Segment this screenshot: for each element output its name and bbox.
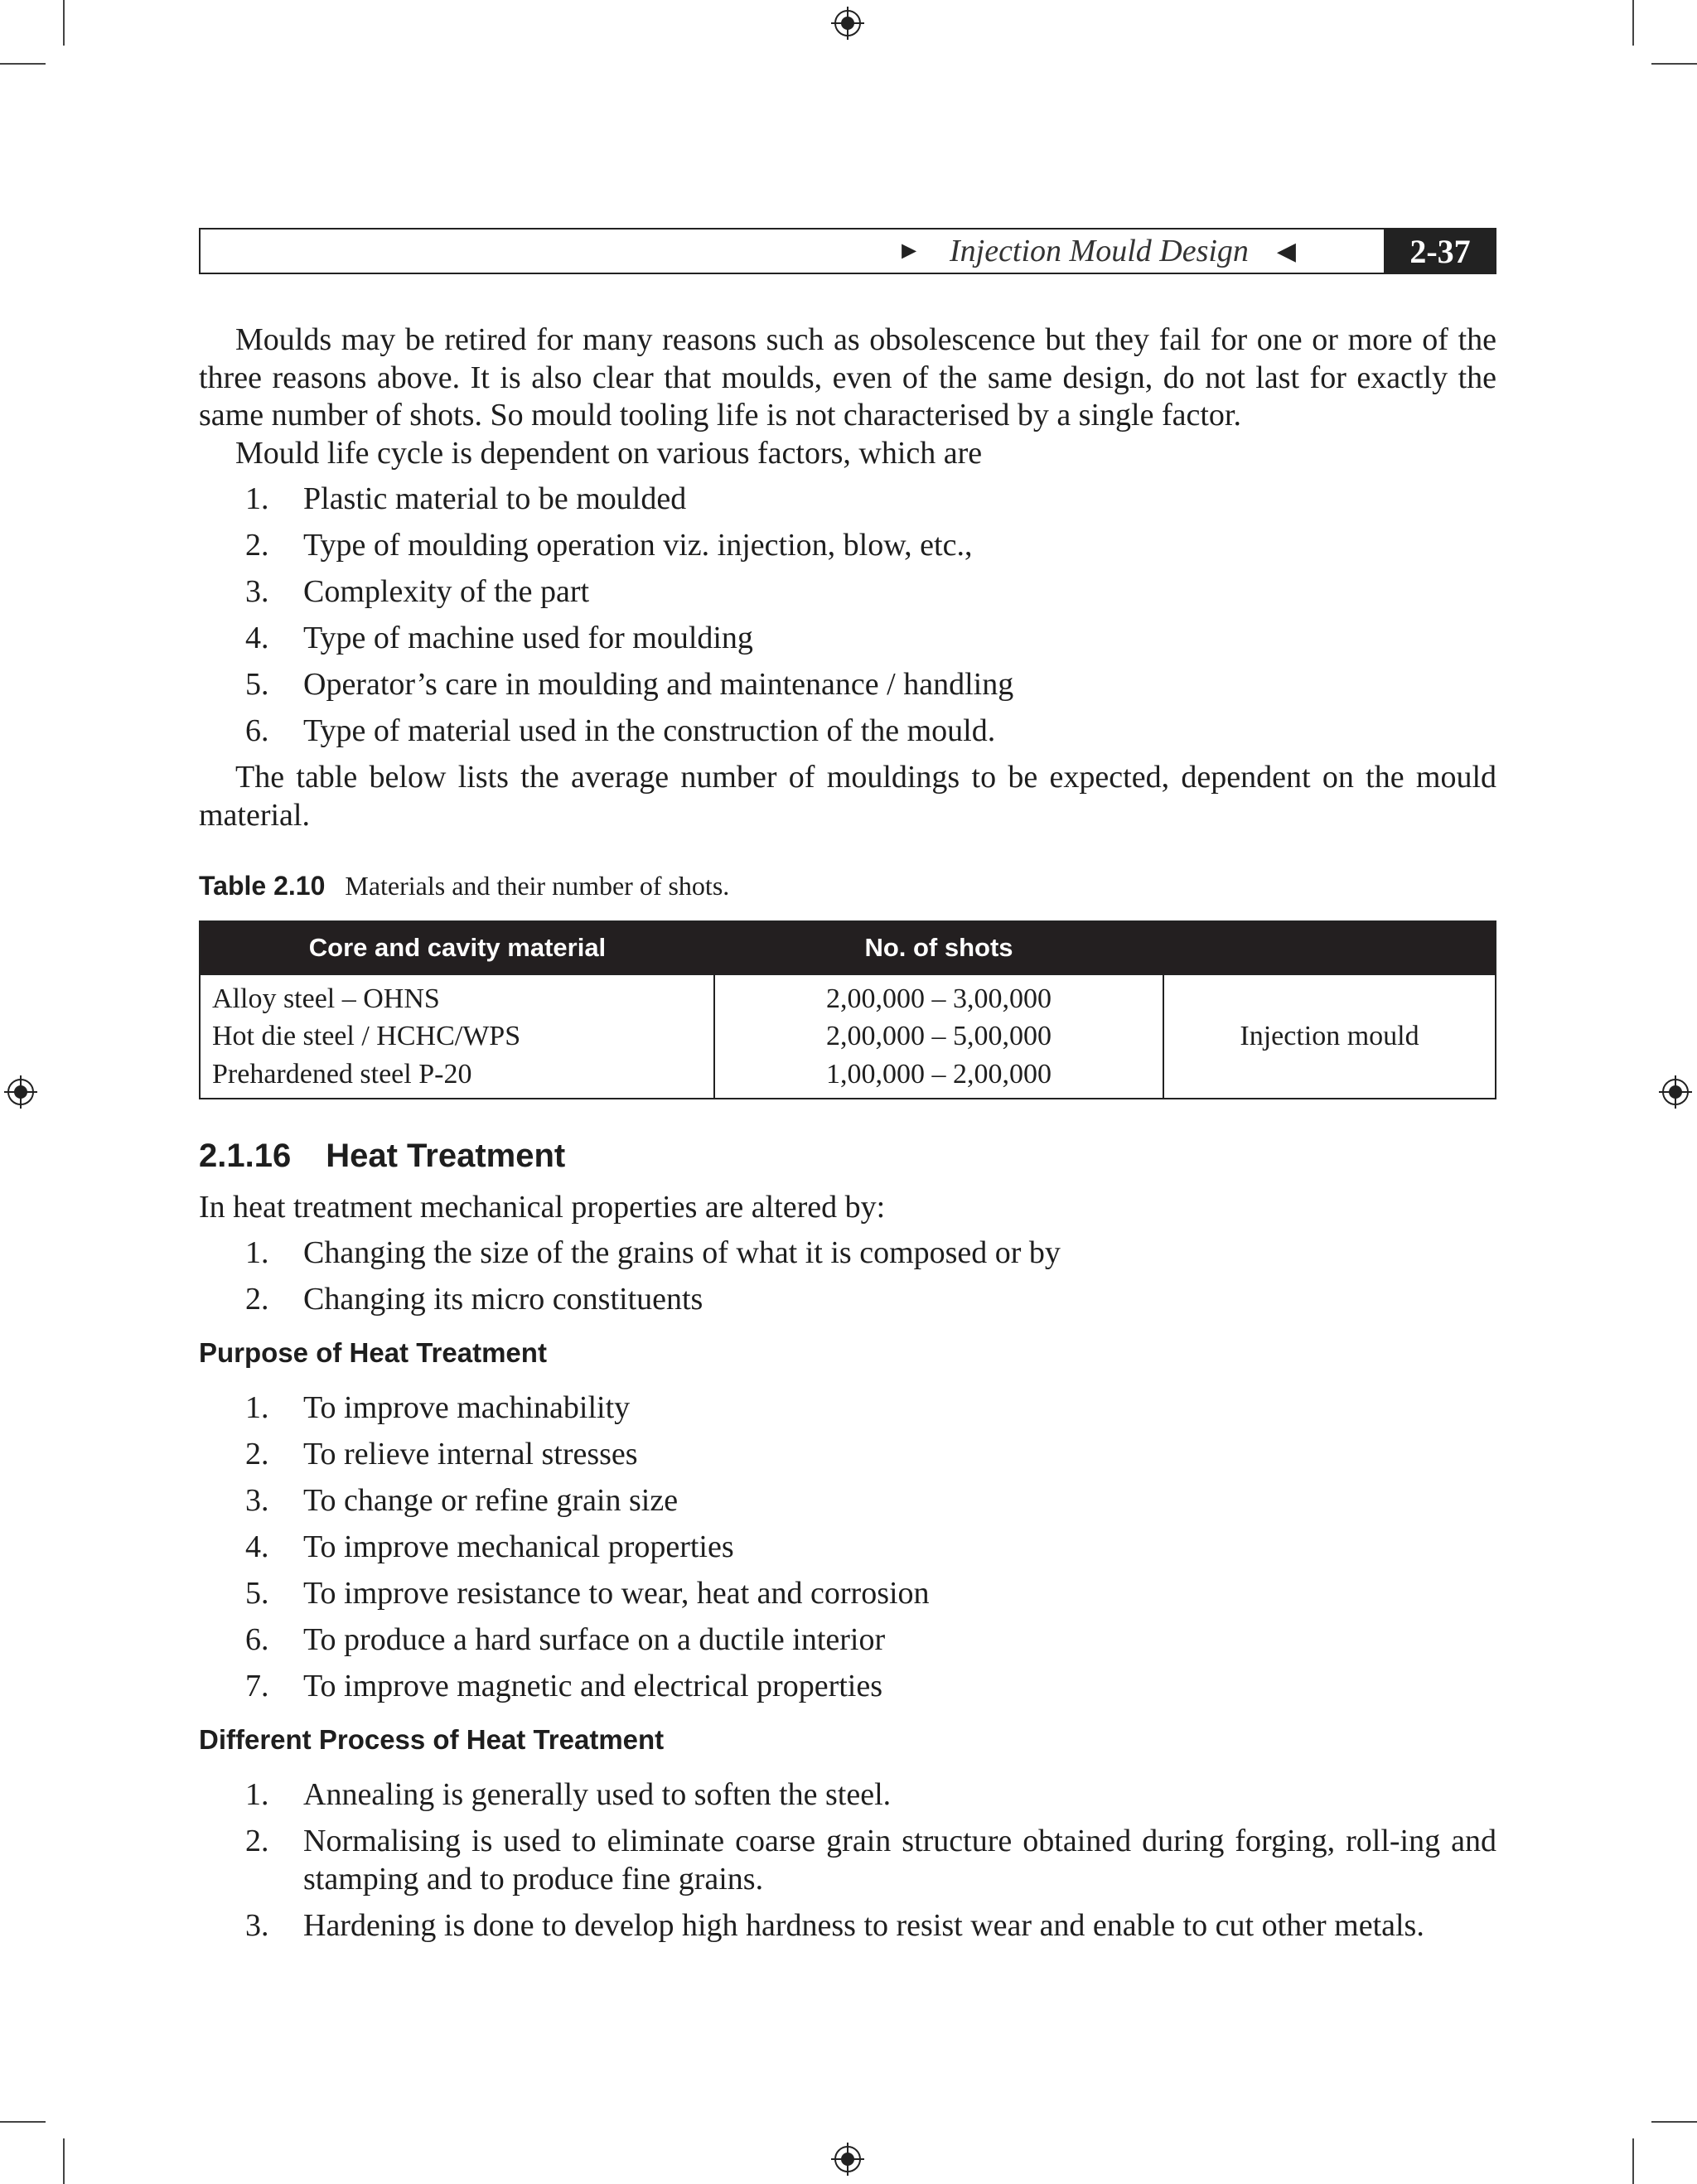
list-number: 2. xyxy=(245,528,269,563)
registration-mark-icon xyxy=(831,7,864,40)
list-item xyxy=(199,1436,1496,1474)
list-number: 5. xyxy=(245,1576,269,1611)
list-number: 1. xyxy=(245,481,269,516)
list-text: To improve machinability xyxy=(303,1390,631,1425)
list-item xyxy=(199,1482,1496,1520)
crop-mark xyxy=(0,63,46,65)
list-item xyxy=(199,1823,1496,1898)
shots-cell xyxy=(714,974,1163,1099)
table-header-row xyxy=(200,921,1496,974)
list-text: Operator’s care in moulding and maintenance / handling xyxy=(303,667,1014,702)
running-header xyxy=(199,228,1496,274)
list-number: 7. xyxy=(245,1669,269,1703)
mould-type-cell xyxy=(1163,974,1496,1099)
list-item xyxy=(199,1235,1496,1273)
list-item xyxy=(199,481,1496,519)
list-text: Type of material used in the construction of the mould. xyxy=(303,713,996,748)
section-number: 2.1.16 xyxy=(199,1138,292,1174)
section-heading xyxy=(199,1138,1496,1176)
material-name: Prehardened steel P-20 xyxy=(212,1058,472,1090)
arrow-left-icon: ◀ xyxy=(1276,237,1296,265)
mould-type: Injection mould xyxy=(1240,1021,1419,1051)
list-text: To relieve internal stresses xyxy=(303,1437,638,1471)
list-number: 1. xyxy=(245,1777,269,1812)
crop-mark xyxy=(1651,2121,1697,2123)
crop-mark xyxy=(1632,0,1634,46)
registration-mark-icon xyxy=(4,1075,37,1109)
list-number: 4. xyxy=(245,1529,269,1564)
list-number: 3. xyxy=(245,574,269,609)
table-label: Table 2.10 xyxy=(199,871,326,901)
list-item xyxy=(199,1621,1496,1660)
list-number: 5. xyxy=(245,667,269,702)
list-number: 6. xyxy=(245,1622,269,1657)
list-item xyxy=(199,1668,1496,1706)
list-text: Annealing is generally used to soften the steel. xyxy=(303,1777,892,1812)
materials-table xyxy=(199,920,1496,1100)
list-number: 2. xyxy=(245,1437,269,1471)
list-item xyxy=(199,620,1496,658)
table-caption xyxy=(199,867,1496,906)
purpose-list xyxy=(199,1389,1496,1706)
intro-paragraph: Mould life cycle is dependent on various factors, which are xyxy=(235,435,983,471)
table-caption-text: Materials and their number of shots. xyxy=(345,871,730,901)
shots-value: 1,00,000 – 2,00,000 xyxy=(826,1058,1052,1090)
list-number: 1. xyxy=(245,1235,269,1270)
list-text: Normalising is used to eliminate coarse grain structure obtained during forging, roll-ing and stamping and to produce fine grains. xyxy=(303,1824,1496,1897)
list-number: 3. xyxy=(245,1483,269,1518)
list-text: Changing the size of the grains of what it is composed or by xyxy=(303,1235,1061,1270)
list-item xyxy=(199,713,1496,751)
list-item xyxy=(199,666,1496,704)
list-item xyxy=(199,1776,1496,1814)
crop-mark xyxy=(0,2121,46,2123)
page-body xyxy=(199,321,1496,1954)
list-text: To improve magnetic and electrical properties xyxy=(303,1669,882,1703)
page-number: 2-37 xyxy=(1384,228,1496,274)
crop-mark xyxy=(63,0,65,46)
list-item xyxy=(199,1907,1496,1945)
list-text: Type of moulding operation viz. injection, blow, etc., xyxy=(303,528,973,563)
subheading: Purpose of Heat Treatment xyxy=(199,1336,547,1368)
column-header: Core and cavity material xyxy=(200,921,714,974)
heat-treatment-list xyxy=(199,1235,1496,1319)
list-text: To improve resistance to wear, heat and corrosion xyxy=(303,1576,930,1611)
list-number: 2. xyxy=(245,1824,269,1858)
list-item xyxy=(199,527,1496,565)
shots-value: 2,00,000 – 3,00,000 xyxy=(826,983,1052,1014)
list-item xyxy=(199,1389,1496,1428)
arrow-right-icon: ► xyxy=(897,237,921,264)
list-text: Changing its micro constituents xyxy=(303,1282,703,1317)
list-number: 1. xyxy=(245,1390,269,1425)
section-intro: In heat treatment mechanical properties are altered by: xyxy=(199,1189,886,1225)
material-cell xyxy=(200,974,714,1099)
factors-list xyxy=(199,481,1496,751)
material-name: Alloy steel – OHNS xyxy=(212,983,440,1014)
material-name: Hot die steel / HCHC/WPS xyxy=(212,1021,521,1051)
list-number: 6. xyxy=(245,713,269,748)
list-item xyxy=(199,1281,1496,1319)
column-header: No. of shots xyxy=(714,921,1163,974)
list-text: Hardening is done to develop high hardness to resist wear and enable to cut other metals. xyxy=(303,1907,1424,1943)
table-intro-paragraph: The table below lists the average number of mouldings to be expected, dependent on the mould material. xyxy=(199,760,1496,833)
shots-value: 2,00,000 – 5,00,000 xyxy=(826,1021,1052,1051)
list-text: To improve mechanical properties xyxy=(303,1529,734,1564)
list-item xyxy=(199,573,1496,611)
subheading: Different Process of Heat Treatment xyxy=(199,1723,665,1755)
column-header xyxy=(1163,921,1496,974)
process-list xyxy=(199,1776,1496,1945)
crop-mark xyxy=(63,2138,65,2184)
list-item xyxy=(199,1575,1496,1613)
intro-paragraph: Moulds may be retired for many reasons such as obsolescence but they fail for one or more of the three reasons above. It is also clear that moulds, even of the same design, do not last for exactly the same number of shots. So mould tooling life is not characterised by a single factor. xyxy=(199,322,1496,432)
list-text: Plastic material to be moulded xyxy=(303,481,687,516)
list-text: To change or refine grain size xyxy=(303,1483,679,1518)
crop-mark xyxy=(1632,2138,1634,2184)
registration-mark-icon xyxy=(831,2143,864,2176)
list-text: To produce a hard surface on a ductile interior xyxy=(303,1622,886,1657)
section-title: Heat Treatment xyxy=(326,1138,566,1174)
list-text: Complexity of the part xyxy=(303,574,590,609)
list-number: 4. xyxy=(245,621,269,655)
list-number: 3. xyxy=(245,1907,269,1943)
table-row xyxy=(200,974,1496,1099)
list-item xyxy=(199,1529,1496,1567)
crop-mark xyxy=(1651,63,1697,65)
list-text: Type of machine used for moulding xyxy=(303,621,753,655)
running-title-text: Injection Mould Design xyxy=(949,234,1249,268)
running-title xyxy=(897,230,1296,273)
registration-mark-icon xyxy=(1659,1075,1692,1109)
list-number: 2. xyxy=(245,1282,269,1317)
